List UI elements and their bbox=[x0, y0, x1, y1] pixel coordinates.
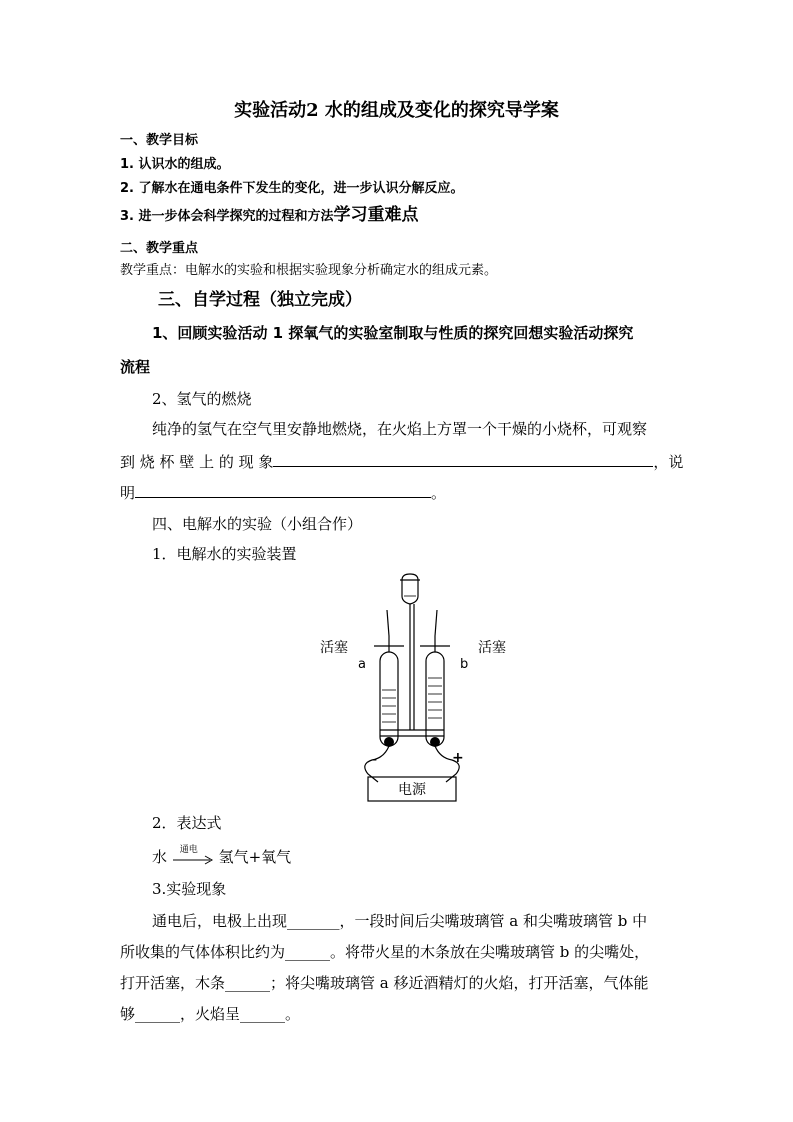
phenomena-line-4: 够______，火焰呈______。 bbox=[120, 1005, 301, 1023]
blank-observation[interactable] bbox=[273, 450, 653, 467]
equation-arrow bbox=[172, 845, 214, 866]
phenomena-line-2: 所收集的气体体积比约为______。将带火星的木条放在尖嘴玻璃管 b 的尖嘴处， bbox=[120, 943, 650, 961]
equation-reactant: 水 bbox=[152, 848, 168, 866]
section-heading-goals: 一、教学目标 bbox=[120, 133, 199, 148]
paragraph-line-2-text: 到 烧 杯 壁 上 的 现 象 bbox=[120, 453, 274, 471]
phenomena-line-1: 通电后，电极上出现_______，一段时间后尖嘴玻璃管 a 和尖嘴玻璃管 b 中 bbox=[152, 912, 648, 930]
label-stopcock-right: 活塞 bbox=[478, 640, 506, 656]
goal-item-2: 2. 了解水在通电条件下发生的变化，进一步认识分解反应。 bbox=[120, 181, 464, 196]
section-heading-key: 二、教学重点 bbox=[120, 241, 199, 256]
paragraph-line-3 bbox=[120, 481, 446, 503]
key-point-text: 教学重点：电解水的实验和根据实验现象分析确定水的组成元素。 bbox=[120, 263, 498, 278]
tube-a bbox=[380, 652, 398, 746]
goal-item-3-text: 3. 进一步体会科学探究的过程和方法 bbox=[120, 209, 334, 224]
apparatus-heading: 1．电解水的实验装置 bbox=[152, 545, 297, 563]
goal-item-1: 1. 认识水的组成。 bbox=[120, 157, 230, 172]
section-heading-self-study: 三、自学过程（独立完成） bbox=[158, 290, 362, 310]
label-plus: + bbox=[452, 750, 464, 766]
tube-b bbox=[426, 652, 444, 746]
page-title: 实验活动2 水的组成及变化的探究导学案 bbox=[234, 100, 559, 121]
equation-products: 氢气+氧气 bbox=[218, 848, 292, 866]
paragraph-line-2 bbox=[120, 450, 683, 472]
blank-conclusion[interactable] bbox=[135, 481, 431, 498]
label-minus: - bbox=[372, 752, 378, 768]
equation-condition: 通电 bbox=[179, 845, 198, 855]
section-heading-electrolysis: 四、电解水的实验（小组合作） bbox=[152, 515, 363, 533]
goal-item-3-emphasis: 学习重难点 bbox=[333, 205, 419, 225]
item-1-line-2: 流程 bbox=[120, 358, 151, 376]
electrode-left bbox=[384, 737, 394, 747]
label-stopcock-left: 活塞 bbox=[320, 640, 348, 656]
goal-item-3 bbox=[120, 200, 419, 225]
paragraph-line-3-end: 。 bbox=[431, 484, 447, 502]
arrow-icon bbox=[172, 850, 214, 866]
reservoir-funnel bbox=[402, 574, 418, 604]
paragraph-line-3-text: 明 bbox=[120, 484, 136, 502]
label-power-supply: 电源 bbox=[398, 782, 426, 798]
item-2-heading: 2、氢气的燃烧 bbox=[152, 390, 252, 408]
phenomena-heading: 3.实验现象 bbox=[152, 880, 227, 898]
label-tube-a: a bbox=[358, 657, 366, 672]
paragraph-line-1: 纯净的氢气在空气里安静地燃烧，在火焰上方罩一个干燥的小烧杯，可观察 bbox=[152, 420, 648, 438]
item-1-line-1: 1、回顾实验活动 1 探氧气的实验室制取与性质的探究回想实验活动探究 bbox=[152, 324, 634, 342]
paragraph-line-2-end: ，说 bbox=[653, 453, 684, 471]
electrolysis-apparatus-figure bbox=[310, 570, 520, 806]
word-equation bbox=[152, 846, 291, 867]
label-tube-b: b bbox=[460, 657, 469, 672]
electrode-right bbox=[430, 737, 440, 747]
phenomena-line-3: 打开活塞，木条______；将尖嘴玻璃管 a 移近酒精灯的火焰，打开活塞，气体能 bbox=[120, 974, 649, 992]
expression-heading: 2．表达式 bbox=[152, 814, 222, 832]
